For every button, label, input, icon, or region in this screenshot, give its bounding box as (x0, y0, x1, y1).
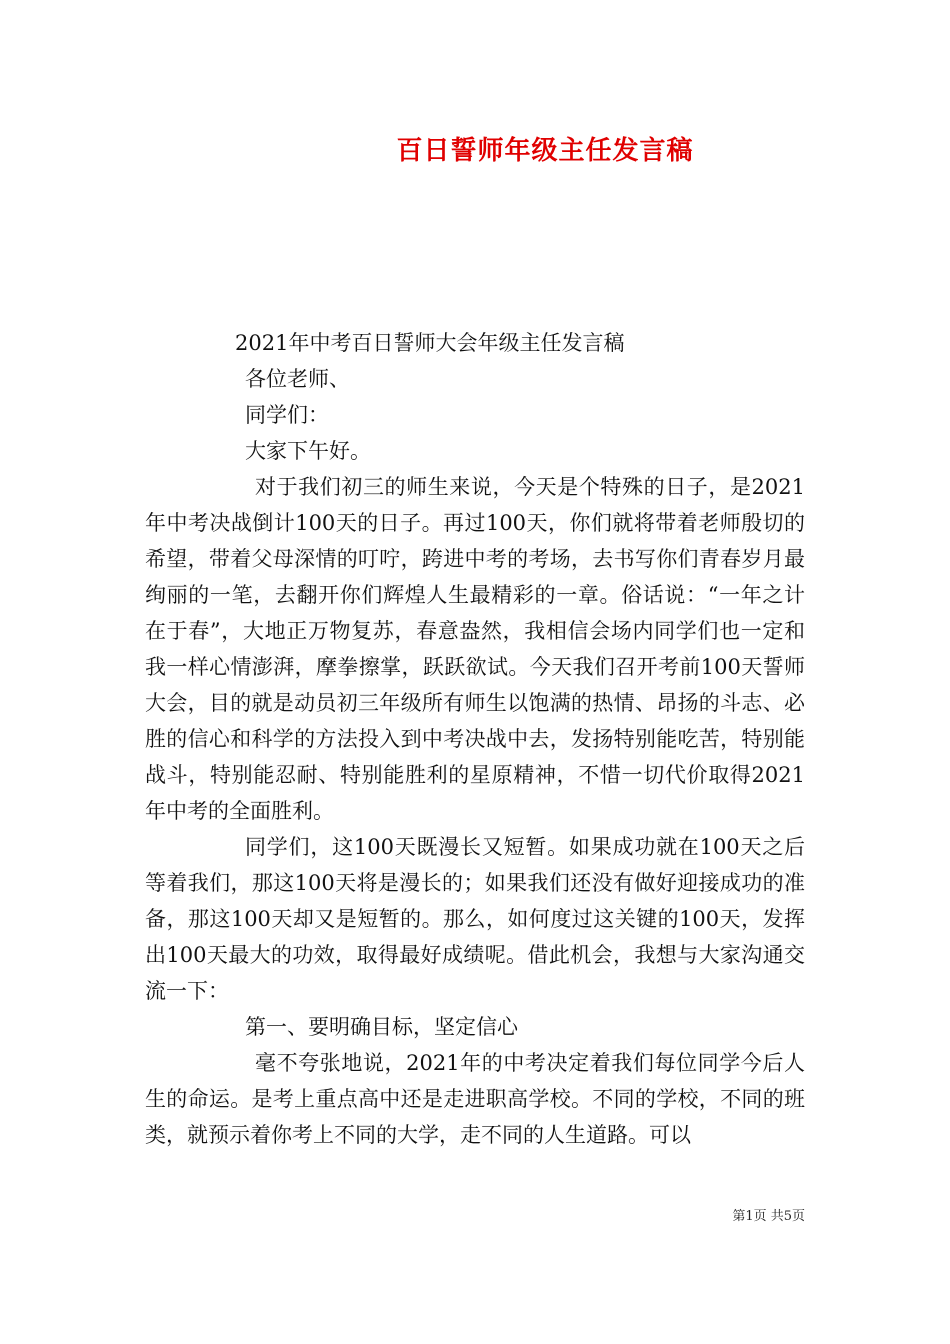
paragraph-hundred-days: 同学们，这100天既漫长又短暂。如果成功就在100天之后等着我们，那这100天将是漫长的；如果我们还没有做好迎接成功的准备，那这100天却又是短暂的。那么，如何度过这关键的100天，发挥出100天最大的功效，取得最好成绩呢。借此机会，我想与大家沟通交流一下： (145, 835, 805, 1003)
greeting-students: 同学们： (245, 403, 329, 427)
document-body (145, 325, 805, 1153)
paragraph-intro: 对于我们初三的师生来说，今天是个特殊的日子，是2021年中考决战倒计100天的日子。再过100天，你们就将带着老师殷切的希望，带着父母深情的叮咛，跨进中考的考场，去书写你们青春岁月最绚丽的一笔，去翻开你们辉煌人生最精彩的一章。俗话说：“一年之计在于春”，大地正万物复苏，春意盎然，我相信会场内同学们也一定和我一样心情澎湃，摩拳擦掌，跃跃欲试。今天我们召开考前100天誓师大会，目的就是动员初三年级所有师生以饱满的热情、昂扬的斗志、必胜的信心和科学的方法投入到中考决战中去，发扬特别能吃苦，特别能战斗，特别能忍耐、特别能胜利的星原精神，不惜一切代价取得2021年中考的全面胜利。 (145, 475, 805, 823)
document-title: 百日誓师年级主任发言稿 (396, 136, 694, 166)
page-indicator: 第1页 共5页 (732, 1209, 805, 1224)
section-heading-goals: 第一、要明确目标，坚定信心 (245, 1015, 518, 1039)
paragraph-goals: 毫不夸张地说，2021年的中考决定着我们每位同学今后人生的命运。是考上重点高中还是走进职高学校。不同的学校，不同的班类，就预示着你考上不同的大学，走不同的人生道路。可以 (145, 1051, 805, 1147)
document-subtitle: 2021年中考百日誓师大会年级主任发言稿 (235, 331, 625, 355)
greeting-afternoon: 大家下午好。 (245, 439, 371, 463)
greeting-teachers: 各位老师、 (245, 367, 350, 391)
